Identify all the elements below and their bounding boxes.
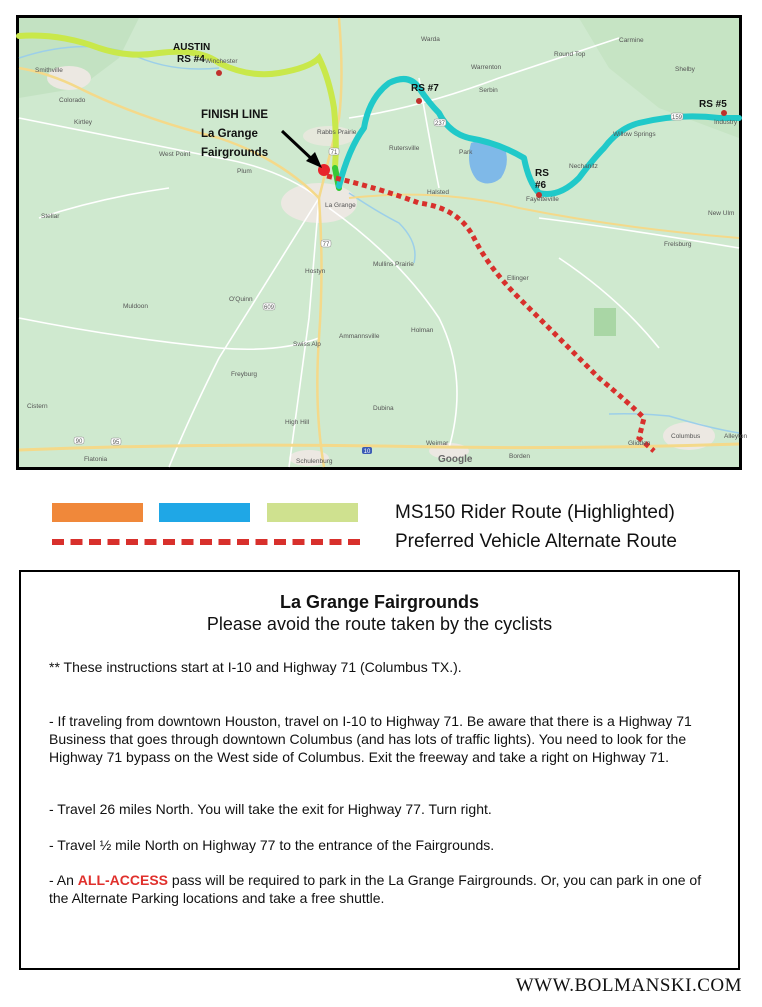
town-label: Weimar [426,440,449,447]
shield-609: 609 [263,305,275,311]
town-label: Schulenburg [296,458,333,465]
town-label: Plum [237,168,252,175]
route-map[interactable] [16,15,748,470]
rest-stop-4-marker [216,70,222,76]
austin-label: AUSTIN [173,42,211,53]
finish-la-grange-label: La Grange [201,128,258,140]
google-logo: Google [438,454,473,465]
shield-77: 77 [322,242,330,248]
town-label: Smithville [35,67,63,74]
rs4-label: RS #4 [177,54,205,65]
town-label: Park [459,149,473,156]
town-label: Kirtley [74,119,93,126]
town-label: Serbin [479,87,498,94]
rs6-label-line1: RS [535,168,549,179]
legend-vehicle-route-line [52,539,360,545]
town-label: Columbus [671,433,701,440]
shield-159: 159 [671,115,683,121]
town-label: Alleyton [724,433,748,440]
town-label: Glidden [628,440,651,447]
town-label: Freyburg [231,371,258,378]
town-label: Mullins Prairie [373,261,414,268]
park-area [594,308,616,336]
town-label: Winchester [205,58,238,65]
legend-swatch-orange [52,503,143,522]
town-label: Stellar [41,213,60,220]
town-label: Nechanitz [569,163,598,170]
town-label: Industry [714,119,738,126]
town-label: Cistern [27,403,48,410]
rest-stop-5-marker [721,110,727,116]
town-label: Muldoon [123,303,148,310]
town-label: Dubina [373,405,394,412]
town-label: New Ulm [708,210,735,217]
shield-71: 71 [330,150,338,156]
town-label: High Hill [285,419,310,426]
town-label: O'Quinn [229,296,253,303]
instructions-step-3: - Travel ½ mile North on Highway 77 to the entrance of the Fairgrounds. [49,837,495,853]
legend-vehicle-route-label: Preferred Vehicle Alternate Route [395,531,678,552]
shield-10: 10 [363,449,371,455]
all-access-highlight: ALL-ACCESS [77,872,169,888]
shield-95: 95 [112,440,120,446]
map-canvas [19,18,748,467]
rs6-label-line2: #6 [535,180,547,191]
rs7-label: RS #7 [411,83,439,94]
town-label: Rutersville [389,145,420,152]
town-label: Flatonia [84,456,108,463]
rest-stop-7-marker [416,98,422,104]
town-label: Willow Springs [613,131,656,138]
town-label: La Grange [325,202,356,209]
instructions-note: ** These instructions start at I-10 and Highway 71 (Columbus TX.). [49,659,462,675]
town-label: Swiss Alp [293,341,321,348]
instructions-title: La Grange Fairgrounds [279,592,480,612]
shield-237: 237 [434,121,446,127]
town-label: West Point [159,151,191,158]
town-label: Hostyn [305,268,326,275]
town-label: Carmine [619,37,644,44]
town-label: Shelby [675,66,695,73]
town-label: Round Top [554,51,586,58]
town-label: Frelsburg [664,241,692,248]
town-label: Fayetteville [526,196,559,203]
town-label: Colorado [59,97,86,104]
town-label: Warrenton [471,64,502,71]
legend-swatch-blue [159,503,250,522]
instructions-step-2: - Travel 26 miles North. You will take the exit for Highway 77. Turn right. [49,801,492,817]
legend-swatch-green [267,503,358,522]
step-4-prefix: - An [49,872,78,888]
instructions-step-1: - If traveling from downtown Houston, travel on I-10 to Highway 71. Be aware that there is a Highway 71 Business that goes through downtown Columbus (and has lots of traffic lights). You need to look for the Highway 71 bypass on the West side of Columbus. Exit the freeway and take a right on Highway 71. [49,713,692,765]
rs5-label: RS #5 [699,99,727,110]
instructions-step-4 [49,871,724,907]
shield-90: 90 [75,439,83,445]
town-label: Halsted [427,189,450,196]
step-4-suffix: pass will be required to park in the La Grange Fairgrounds. Or, you can park in one of the Alternate Parking locations and take a free shuttle. [49,872,702,906]
finish-fairgrounds-label: Fairgrounds [201,147,269,159]
town-label: Borden [509,453,530,460]
town-label: Warda [421,36,440,43]
town-label: Holman [411,327,434,334]
finish-line-label: FINISH LINE [201,109,269,121]
town-label: Rabbs Prairie [317,129,357,136]
instructions-subtitle: Please avoid the route taken by the cyclists [206,614,553,634]
town-label: Ammannsville [339,333,380,340]
legend-rider-route-label: MS150 Rider Route (Highlighted) [395,502,675,523]
instructions-box [19,570,740,970]
website-footer: WWW.BOLMANSKI.COM [515,975,742,996]
town-label: Ellinger [507,275,529,282]
